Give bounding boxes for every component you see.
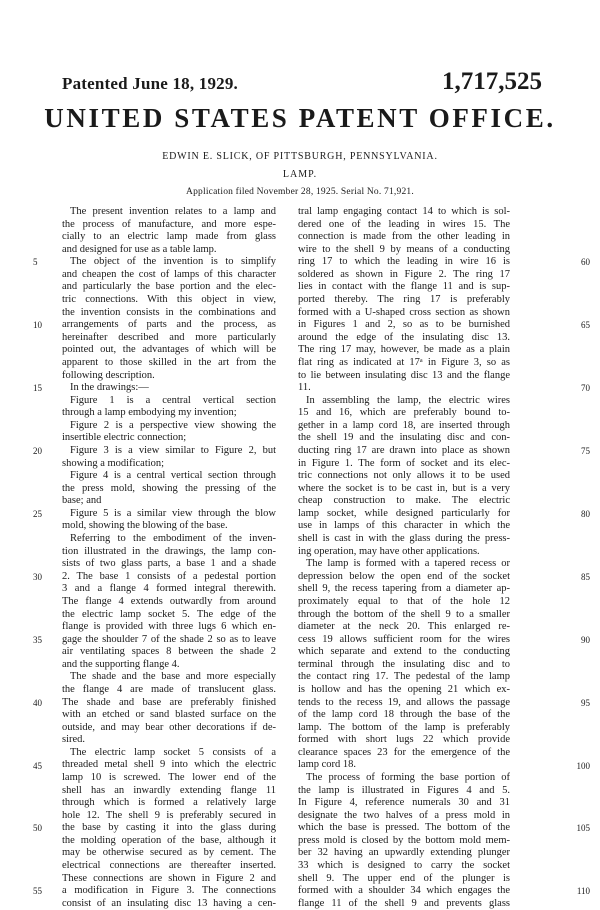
text-line: the invention consists in the combinations and bbox=[62, 306, 276, 318]
text-line: the base by casting it into the glass during bbox=[62, 822, 276, 834]
text-line: shell has an inwardly extending flange 11 bbox=[62, 784, 276, 796]
text-line: and the supporting flange 4. bbox=[62, 658, 180, 670]
line-number: 80 bbox=[581, 508, 590, 519]
text-line: 2. The base 1 consists of a pedestal portion bbox=[62, 570, 276, 582]
text-line: flange is provided with three lugs 6 which en- bbox=[62, 621, 276, 633]
text-line: and cheapen the cost of lamps of this character bbox=[62, 268, 276, 280]
text-line: Referring to the embodiment of the inven- bbox=[70, 533, 276, 545]
text-line: with an etched or sand blasted surface on the bbox=[62, 709, 276, 721]
text-line: flat ring as indicated at 17ᵃ in Figure 3, so as bbox=[298, 356, 510, 368]
text-line: is hollow and has the opening 21 which ex- bbox=[298, 683, 510, 695]
text-line: where the socket is to be cast in, but is a very bbox=[298, 482, 510, 494]
text-line: 33 which is designed to carry the socket bbox=[298, 860, 510, 872]
text-line: following description. bbox=[62, 369, 155, 381]
text-line: sired. bbox=[62, 734, 86, 746]
text-line: dered one of the leading in wires 15. The bbox=[298, 218, 510, 230]
text-line: to lie between insulating disc 13 and the flange bbox=[298, 369, 510, 381]
line-number: 60 bbox=[581, 257, 590, 268]
line-number: 50 bbox=[33, 823, 42, 834]
line-number: 70 bbox=[581, 383, 590, 394]
text-line: lamp. The bottom of the lamp is preferably bbox=[298, 721, 510, 733]
text-line: in Figures 1 and 2, so as to be burnished bbox=[298, 319, 510, 331]
text-line: ing operation, may have other applications. bbox=[298, 545, 480, 557]
text-line: clearance spaces 23 for the emergence of the bbox=[298, 746, 510, 758]
text-line: shell 9. The upper end of the plunger is bbox=[298, 872, 510, 884]
text-line: sists of two glass parts, a base 1 and a shade bbox=[62, 558, 276, 570]
text-line: through a lamp embodying my invention; bbox=[62, 407, 237, 419]
line-number: 25 bbox=[33, 508, 42, 519]
text-line: apparent to those skilled in the art from the bbox=[62, 356, 276, 368]
text-line: showing a modification; bbox=[62, 457, 165, 469]
text-line: the process of manufacture, and more espe- bbox=[62, 218, 276, 230]
text-line: cess 19 allows sufficient room for the wires bbox=[298, 633, 510, 645]
text-line: tion illustrated in the drawings, the lamp con- bbox=[62, 545, 276, 557]
text-line: The shade and the base and more especially bbox=[70, 671, 276, 683]
text-line: ber 32 having an upwardly extending plunger bbox=[298, 847, 510, 859]
text-line: a modification in Figure 3. The connections bbox=[62, 885, 276, 897]
text-line: The electric lamp socket 5 consists of a bbox=[70, 746, 276, 758]
text-line: use in lamps of this character in which the bbox=[298, 520, 510, 532]
text-line: outside, and may bear other decorations if de- bbox=[62, 721, 276, 733]
text-line: The ring 17 may, however, be made as a plain bbox=[298, 344, 510, 356]
text-line: soldered as shown in Figure 2. The ring 17 bbox=[298, 268, 510, 280]
text-line: Figure 1 is a central vertical section bbox=[70, 394, 276, 406]
text-line: In Figure 4, reference numerals 30 and 31 bbox=[298, 797, 510, 809]
text-line: formed with a shoulder 34 which engages the bbox=[298, 885, 510, 897]
text-line: the electric lamp socket 5. The edge of the bbox=[62, 608, 276, 620]
text-line: air ventilating spaces 8 between the shade 2 bbox=[62, 646, 276, 658]
text-line: 15 and 16, which are preferably bound to- bbox=[298, 407, 510, 419]
application-line: Application filed November 28, 1925. Serial No. 71,921. bbox=[186, 187, 414, 197]
office-title: UNITED STATES PATENT OFFICE. bbox=[44, 103, 556, 133]
text-line: The shade and base are preferably finished bbox=[62, 696, 276, 708]
text-line: ring 17 to which the leading in wire 16 is bbox=[298, 256, 510, 268]
text-line: through the bottom of the shell 9 to a smaller bbox=[298, 608, 510, 620]
text-line: around the edge of the insulating disc 13. bbox=[298, 331, 510, 343]
text-line: hole 12. The shell 9 is preferably secured in bbox=[62, 809, 276, 821]
text-line: The flange 4 extends outwardly from around bbox=[62, 595, 276, 607]
text-line: hereinafter described and more particularly bbox=[62, 331, 276, 343]
text-line: terminal through the insulating disc and to bbox=[298, 658, 510, 670]
line-number: 20 bbox=[33, 446, 42, 457]
line-number: 95 bbox=[581, 697, 590, 708]
text-line: electrical connections are thereafter inserted. bbox=[62, 860, 276, 872]
text-line: 3 and a flange 4 formed integral therewith. bbox=[62, 583, 276, 595]
text-line: tric connections. With this object in view, bbox=[62, 294, 276, 306]
line-number: 85 bbox=[581, 571, 590, 582]
text-line: tends to the recess 19, and allows the passage bbox=[298, 696, 510, 708]
text-line: tric connections not only allows it to be used bbox=[298, 470, 510, 482]
text-line: Figure 5 is a similar view through the blow bbox=[70, 507, 276, 519]
text-line: shell is cast in with the glass during the press- bbox=[298, 533, 510, 545]
text-line: pointed out, the advantages of which will be bbox=[62, 344, 276, 356]
text-line: press mold is closed by the bottom mold mem- bbox=[298, 834, 510, 846]
text-column-left bbox=[62, 206, 276, 910]
text-line: and designed for use as a table lamp. bbox=[62, 243, 217, 255]
text-line: in Figure 1. The form of socket and its elec- bbox=[298, 457, 510, 469]
line-number: 5 bbox=[33, 257, 38, 268]
text-line: formed with short lugs 22 which provide bbox=[298, 734, 510, 746]
text-line: Figure 3 is a view similar to Figure 2, but bbox=[70, 444, 276, 456]
text-line: Figure 2 is a perspective view showing the bbox=[70, 419, 276, 431]
line-number: 90 bbox=[581, 634, 590, 645]
text-line: formed with a U-shaped cross section as shown bbox=[298, 306, 510, 318]
text-line: depression below the open end of the socket bbox=[298, 570, 510, 582]
text-line: diameter at the neck 20. This enlarged re- bbox=[298, 621, 510, 633]
text-line: threaded metal shell 9 into which the electric bbox=[62, 759, 276, 771]
text-line: and particularly the base portion and the elec- bbox=[62, 281, 276, 293]
text-line: The object of the invention is to simplify bbox=[70, 256, 276, 268]
line-number: 30 bbox=[33, 571, 42, 582]
text-line: proximately equal to that of the hole 12 bbox=[298, 595, 510, 607]
text-line: which separate and extend to the conducting bbox=[298, 646, 510, 658]
text-line: cheap construction to make. The electric bbox=[298, 495, 510, 507]
text-line: of the lamp cord 18 through the base of the bbox=[298, 709, 510, 721]
text-line: The lamp is formed with a tapered recess or bbox=[306, 558, 510, 570]
patent-date: Patented June 18, 1929. bbox=[62, 74, 239, 93]
text-line: the contact ring 17. The pedestal of the lamp bbox=[298, 671, 510, 683]
text-line: ducting ring 17 are drawn into place as shown bbox=[298, 444, 510, 456]
line-number: 100 bbox=[576, 760, 590, 771]
text-line: In the drawings:— bbox=[70, 382, 149, 394]
line-number: 105 bbox=[576, 823, 590, 834]
text-line: The present invention relates to a lamp and bbox=[70, 206, 276, 217]
text-line: lamp 10 is screwed. The lower end of the bbox=[62, 772, 276, 784]
line-number: 10 bbox=[33, 320, 42, 331]
text-line: consist of an insulating disc 13 having a cen- bbox=[62, 897, 276, 909]
text-line: ported thereby. The ring 17 is preferably bbox=[298, 294, 510, 306]
text-line: lamp socket, while designed particularly for bbox=[298, 507, 510, 519]
line-number: 35 bbox=[33, 634, 42, 645]
subject-title: LAMP. bbox=[282, 169, 318, 180]
text-line: flange 11 of the shell 9 and prevents glass bbox=[298, 897, 510, 909]
text-line: These connections are shown in Figure 2 and bbox=[62, 872, 276, 884]
text-line: In assembling the lamp, the electric wires bbox=[306, 394, 510, 406]
text-line: lies in contact with the flange 11 and is sup- bbox=[298, 281, 510, 293]
line-number: 55 bbox=[33, 886, 42, 897]
text-line: the molding operation of the base, although it bbox=[62, 834, 276, 846]
text-line: which the base is pressed. The bottom of the bbox=[298, 822, 510, 834]
line-number: 75 bbox=[581, 446, 590, 457]
text-line: gage the shoulder 7 of the shade 2 so as to leave bbox=[62, 633, 276, 645]
text-line: arrangements of parts and the process, as bbox=[62, 319, 276, 331]
line-number: 45 bbox=[33, 760, 42, 771]
text-line: cially to an electric lamp made from glass bbox=[62, 231, 276, 243]
text-line: the flange 4 are made of translucent glass. bbox=[62, 683, 276, 695]
text-line: tral lamp engaging contact 14 to which is sol- bbox=[298, 206, 510, 217]
text-line: the press mold, showing the pressing of the bbox=[62, 482, 276, 494]
line-number: 15 bbox=[33, 383, 42, 394]
line-number: 65 bbox=[581, 320, 590, 331]
text-line: connection is made from the other leading in bbox=[298, 231, 510, 243]
text-line: 11. bbox=[298, 382, 311, 394]
text-line: insertible electric connection; bbox=[62, 432, 187, 444]
text-line: wire to the shell 9 by means of a conducting bbox=[298, 243, 510, 255]
text-line: The process of forming the base portion of bbox=[306, 772, 510, 784]
line-number: 40 bbox=[33, 697, 42, 708]
text-line: the shell 19 and the insulating disc and con- bbox=[298, 432, 510, 444]
text-line: designate the two halves of a press mold in bbox=[298, 809, 510, 821]
text-line: mold, showing the blowing of the base. bbox=[62, 520, 228, 532]
text-line: through which is formed a relatively large bbox=[62, 797, 276, 809]
text-line: may be otherwise secured as by cement. The bbox=[62, 847, 276, 859]
text-line: Figure 4 is a central vertical section through bbox=[70, 470, 276, 482]
text-line: the lamp is illustrated in Figures 4 and 5. bbox=[298, 784, 510, 796]
text-column-right bbox=[298, 206, 510, 910]
text-line: lamp cord 18. bbox=[298, 759, 357, 771]
inventor-line: EDWIN E. SLICK, OF PITTSBURGH, PENNSYLVANIA. bbox=[162, 151, 438, 162]
line-number: 110 bbox=[576, 886, 590, 897]
text-line: base; and bbox=[62, 495, 102, 507]
text-line: shell 9, the recess tapering from a diameter ap- bbox=[298, 583, 510, 595]
patent-number: 1,717,525 bbox=[442, 68, 542, 95]
text-line: gether in a lamp cord 18, are inserted through bbox=[298, 419, 510, 431]
